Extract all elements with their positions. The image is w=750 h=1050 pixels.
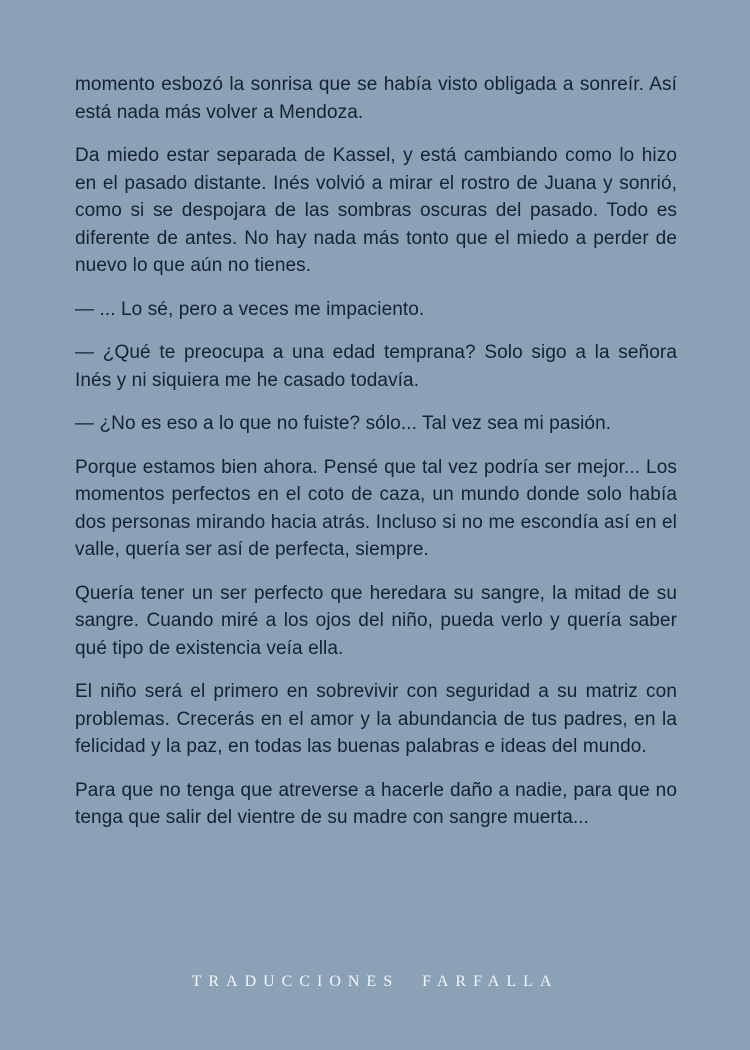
paragraph: Da miedo estar separada de Kassel, y está cambiando como lo hizo en el pasado distante. Inés volvió a mirar el rostro de Juana y sonrió, como si se despojara de las sombras oscuras del pasado. Todo es diferente de antes. No hay nada más tonto que el miedo a perder de nuevo lo que aún no tienes. bbox=[75, 145, 677, 276]
paragraph: El niño será el primero en sobrevivir con seguridad a su matriz con problemas. Crecerás en el amor y la abundancia de tus padres, en la felicidad y la paz, en todas las buenas palabras e ideas del mundo. bbox=[75, 681, 677, 757]
paragraph: Para que no tenga que atreverse a hacerle daño a nadie, para que no tenga que salir del vientre de su madre con sangre muerta... bbox=[75, 779, 677, 828]
translator-credit: TRADUCCIONES FARFALLA bbox=[191, 973, 559, 990]
paragraph-dialogue: — ... Lo sé, pero a veces me impaciento. bbox=[75, 298, 425, 320]
paragraph: Quería tener un ser perfecto que heredara su sangre, la mitad de su sangre. Cuando miré a los ojos del niño, pueda verlo y quería saber qué tipo de existencia veía ella. bbox=[75, 582, 677, 659]
paragraph: momento esbozó la sonrisa que se había visto obligada a sonreír. Así está nada más volver a Mendoza. bbox=[75, 74, 677, 123]
paragraph-dialogue: — ¿No es eso a lo que no fuiste? sólo... Tal vez sea mi pasión. bbox=[75, 413, 612, 434]
paragraph: Porque estamos bien ahora. Pensé que tal vez podría ser mejor... Los momentos perfectos en el coto de caza, un mundo donde solo había dos personas mirando hacia atrás. Incluso si no me escondía así en el valle, quería ser así de perfecta, siempre. bbox=[75, 456, 677, 560]
novel-text-block bbox=[75, 71, 677, 848]
paragraph-dialogue: — ¿Qué te preocupa a una edad temprana? Solo sigo a la señora Inés y ni siquiera me he casado todavía. bbox=[75, 342, 677, 391]
